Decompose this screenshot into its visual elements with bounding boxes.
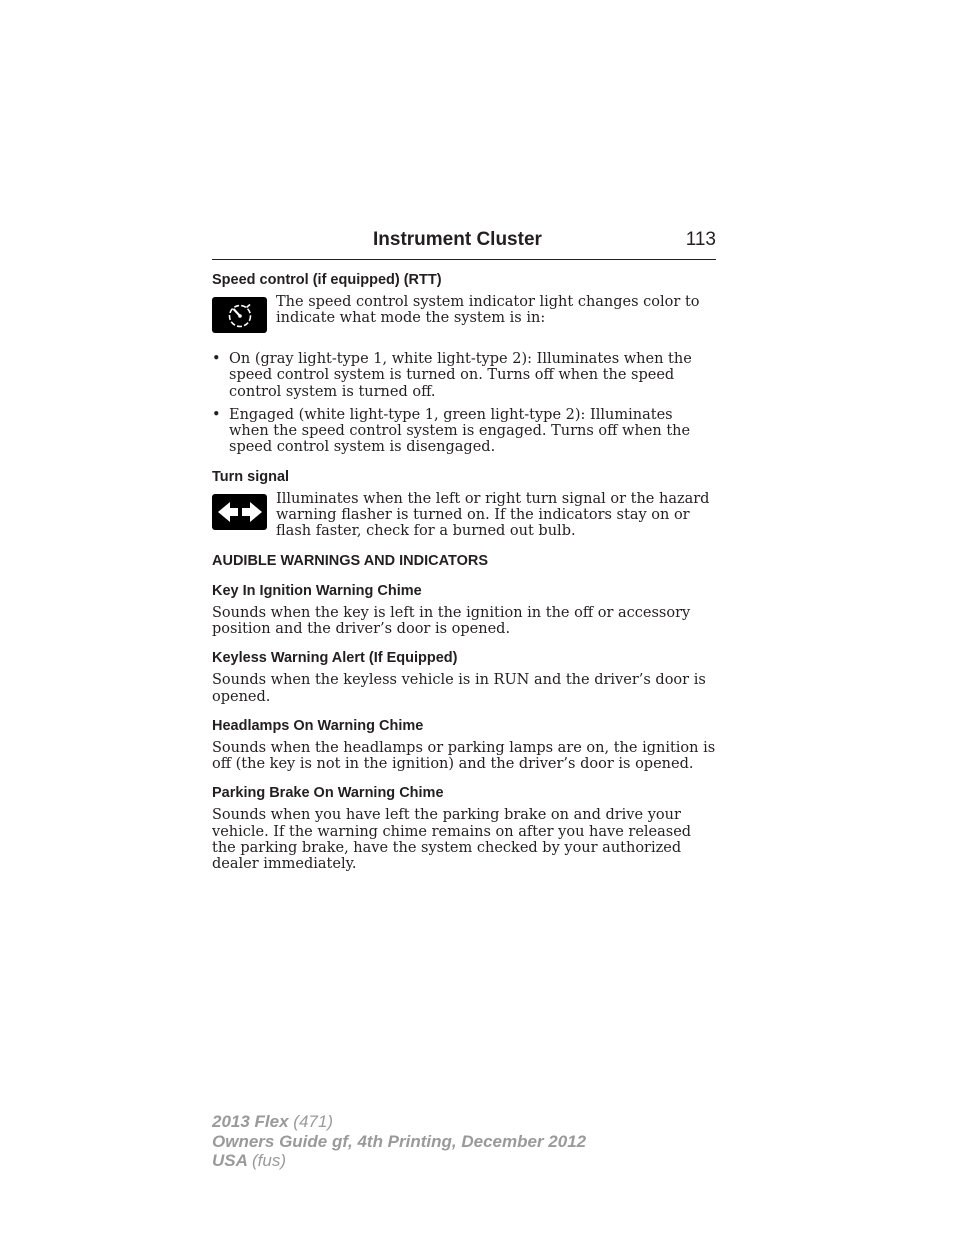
turn-signal-row [212,491,716,540]
speed-control-bullets [212,351,716,456]
bullet-glyph: • [212,351,221,367]
speed-control-intro: The speed control system indicator light changes color to indicate what mode the system is in: [276,294,700,327]
page-number: 113 [685,229,716,250]
key-chime-text: Sounds when the key is left in the ignition in the off or accessory position and the driver’s door is opened. [212,604,691,637]
audible-warnings-heading: AUDIBLE WARNINGS AND INDICATORS [212,552,489,569]
footer-model-code: (471) [293,1112,333,1131]
speedometer-icon [212,297,267,333]
page-footer [212,1112,586,1171]
page-header [212,229,716,260]
footer-model: 2013 Flex [212,1112,289,1131]
parking-brake-chime-text: Sounds when you have left the parking brake on and drive your vehicle. If the warning chime remains on after you have released the parking brake, have the system checked by your authorized dealer immediately. [212,807,692,873]
footer-market-code: (fus) [252,1151,286,1170]
footer-line-guide: Owners Guide gf, 4th Printing, December 2012 [212,1131,587,1151]
turn-signal-arrows-icon [212,494,267,530]
turn-signal-text: Illuminates when the left or right turn signal or the hazard warning flasher is turned on. If the indicators stay on or flash faster, check for a burned out bulb. [276,490,710,540]
page-content [212,229,716,873]
footer-line-model [212,1112,586,1132]
headlamps-chime-heading: Headlamps On Warning Chime [212,717,424,734]
footer-line-market [212,1151,586,1171]
parking-brake-chime-heading: Parking Brake On Warning Chime [212,785,444,802]
keyless-alert-heading: Keyless Warning Alert (If Equipped) [212,650,458,667]
bullet-glyph: • [212,406,221,423]
page-title: Instrument Cluster [373,229,542,250]
key-chime-heading: Key In Ignition Warning Chime [212,582,422,599]
headlamps-chime-text: Sounds when the headlamps or parking lamps are on, the ignition is off (the key is not in the ignition) and the driver’s door is opened. [212,739,716,773]
list-item [212,351,716,400]
footer-market: USA [212,1151,248,1170]
list-item [212,407,716,456]
bullet-text: On (gray light-type 1, white light-type 2): Illuminates when the speed control system is turned on. Turns off when the speed control system is turned off. [229,351,692,400]
keyless-alert-text: Sounds when the keyless vehicle is in RUN and the driver’s door is opened. [212,672,706,705]
speed-control-heading: Speed control (if equipped) (RTT) [212,272,442,288]
speed-control-row [212,294,716,333]
turn-signal-heading: Turn signal [212,468,290,485]
bullet-text: Engaged (white light-type 1, green light-type 2): Illuminates when the speed control system is engaged. Turns off when the speed control system is disengaged. [229,406,691,456]
